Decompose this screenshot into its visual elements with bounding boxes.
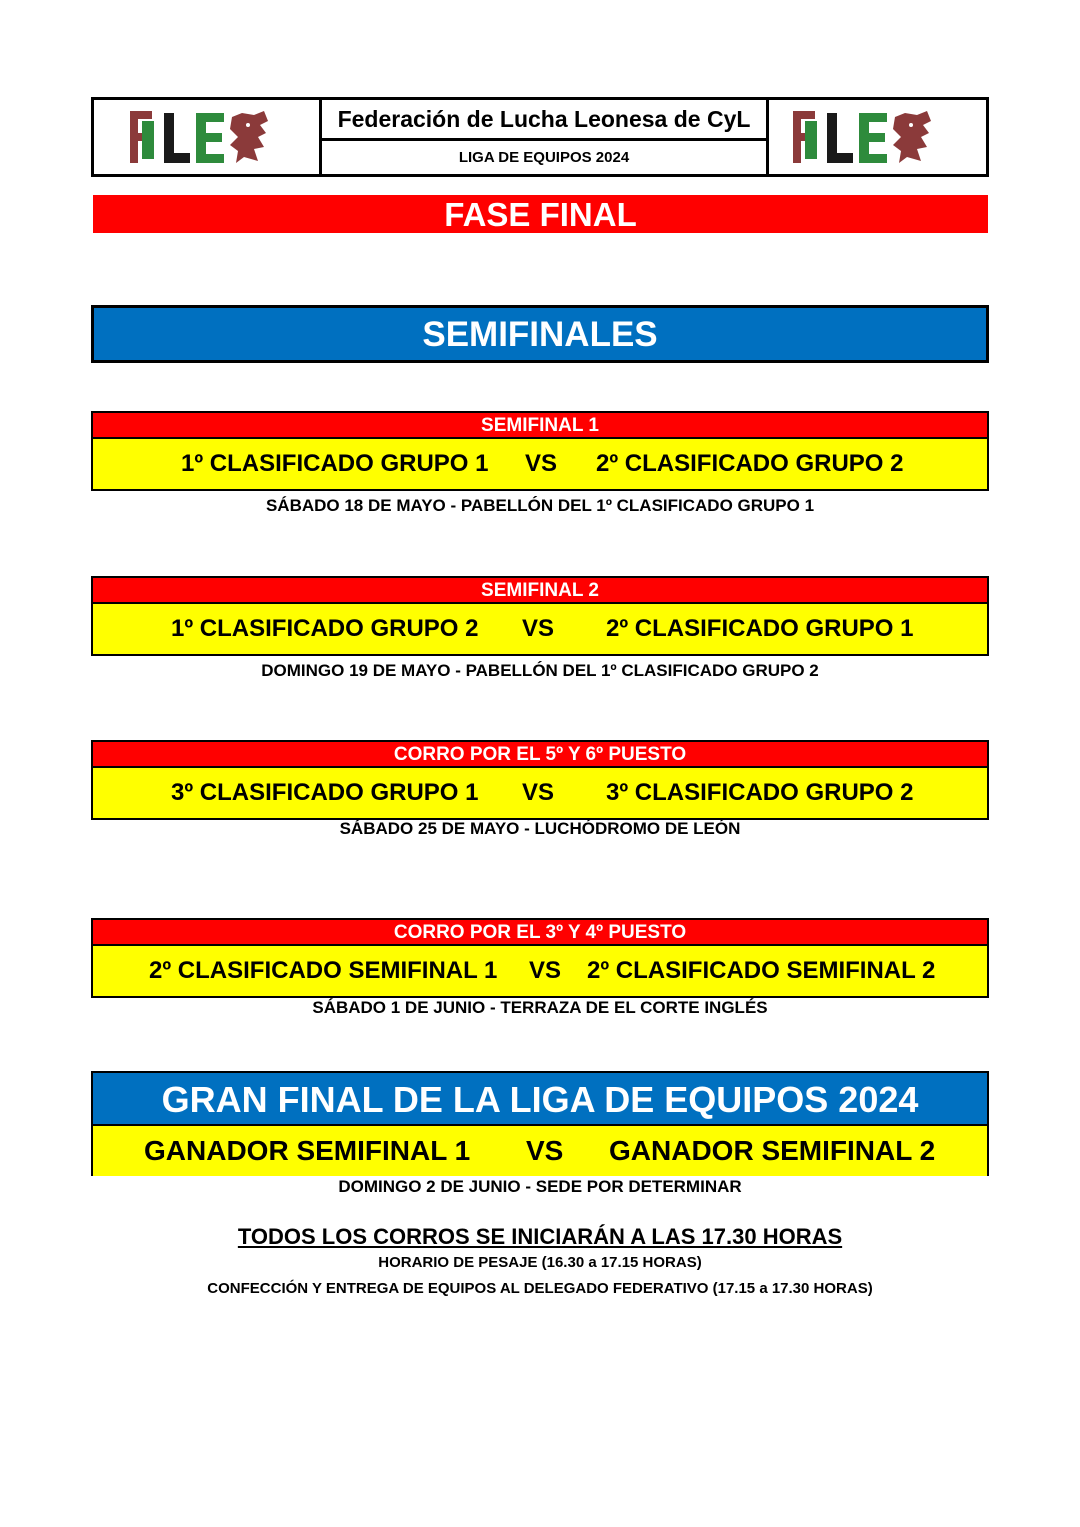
start-time-note xyxy=(0,1224,1080,1250)
home-team: 1º CLASIFICADO GRUPO 1 xyxy=(181,450,489,477)
match-title: SEMIFINAL 2 xyxy=(93,578,987,604)
logo-left xyxy=(94,100,322,174)
lion-icon xyxy=(893,111,931,163)
home-team: 1º CLASIFICADO GRUPO 2 xyxy=(171,615,479,642)
match-date-venue: SÁBADO 18 DE MAYO - PABELLÓN DEL 1º CLASIFICADO GRUPO 1 xyxy=(265,496,815,515)
match-title: CORRO POR EL 3º Y 4º PUESTO xyxy=(93,920,987,946)
logo-right xyxy=(766,100,986,174)
match-teams xyxy=(93,768,987,818)
away-team: 3º CLASIFICADO GRUPO 2 xyxy=(606,779,914,806)
phase-title: FASE FINAL xyxy=(93,195,988,233)
federation-logo-icon xyxy=(787,107,937,167)
home-team: GANADOR SEMIFINAL 1 xyxy=(144,1135,471,1166)
away-team: 2º CLASIFICADO GRUPO 1 xyxy=(606,615,914,642)
match-title: SEMIFINAL 1 xyxy=(93,413,987,439)
grand-final-date-venue: DOMINGO 2 DE JUNIO - SEDE POR DETERMINAR xyxy=(338,1177,742,1196)
league-name: LIGA DE EQUIPOS 2024 xyxy=(458,149,630,166)
away-team: GANADOR SEMIFINAL 2 xyxy=(609,1135,936,1166)
vs-label: VS xyxy=(529,957,562,984)
team-delivery-note: CONFECCIÓN Y ENTREGA DE EQUIPOS AL DELEGADO FEDERATIVO (17.15 a 17.30 HORAS) xyxy=(207,1280,873,1297)
weigh-in-note: HORARIO DE PESAJE (16.30 a 17.15 HORAS) xyxy=(378,1254,702,1271)
grand-final-teams xyxy=(93,1126,987,1176)
match-date-venue: DOMINGO 19 DE MAYO - PABELLÓN DEL 1º CLASIFICADO GRUPO 2 xyxy=(261,661,819,680)
vs-label: VS xyxy=(526,1135,564,1166)
match-teams xyxy=(93,946,987,996)
away-team: 2º CLASIFICADO SEMIFINAL 2 xyxy=(587,957,936,984)
match-teams xyxy=(93,439,987,489)
grand-final-block xyxy=(91,1071,989,1176)
vs-label: VS xyxy=(522,779,555,806)
home-team: 3º CLASIFICADO GRUPO 1 xyxy=(171,779,479,806)
match-date-venue: SÁBADO 1 DE JUNIO - TERRAZA DE EL CORTE INGLÉS xyxy=(312,998,768,1017)
header-title-cell xyxy=(322,100,766,174)
header-table xyxy=(91,97,989,177)
match-block xyxy=(91,740,989,820)
section-title: SEMIFINALES xyxy=(91,305,989,363)
match-block xyxy=(91,411,989,491)
vs-label: VS xyxy=(525,450,558,477)
match-block xyxy=(91,918,989,998)
away-team: 2º CLASIFICADO GRUPO 2 xyxy=(596,450,904,477)
match-title: CORRO POR EL 5º Y 6º PUESTO xyxy=(93,742,987,768)
start-time-text: TODOS LOS CORROS SE INICIARÁN A LAS 17.30 HORAS xyxy=(237,1224,843,1249)
match-date-venue: SÁBADO 25 DE MAYO - LUCHÓDROMO DE LEÓN xyxy=(339,819,741,838)
federation-logo-icon xyxy=(124,107,274,167)
match-teams xyxy=(93,604,987,654)
home-team: 2º CLASIFICADO SEMIFINAL 1 xyxy=(149,957,498,984)
grand-final-title: GRAN FINAL DE LA LIGA DE EQUIPOS 2024 xyxy=(93,1073,987,1126)
vs-label: VS xyxy=(522,615,555,642)
match-block xyxy=(91,576,989,656)
lion-icon xyxy=(230,111,268,163)
federation-name: Federación de Lucha Leonesa de CyL xyxy=(322,100,766,141)
